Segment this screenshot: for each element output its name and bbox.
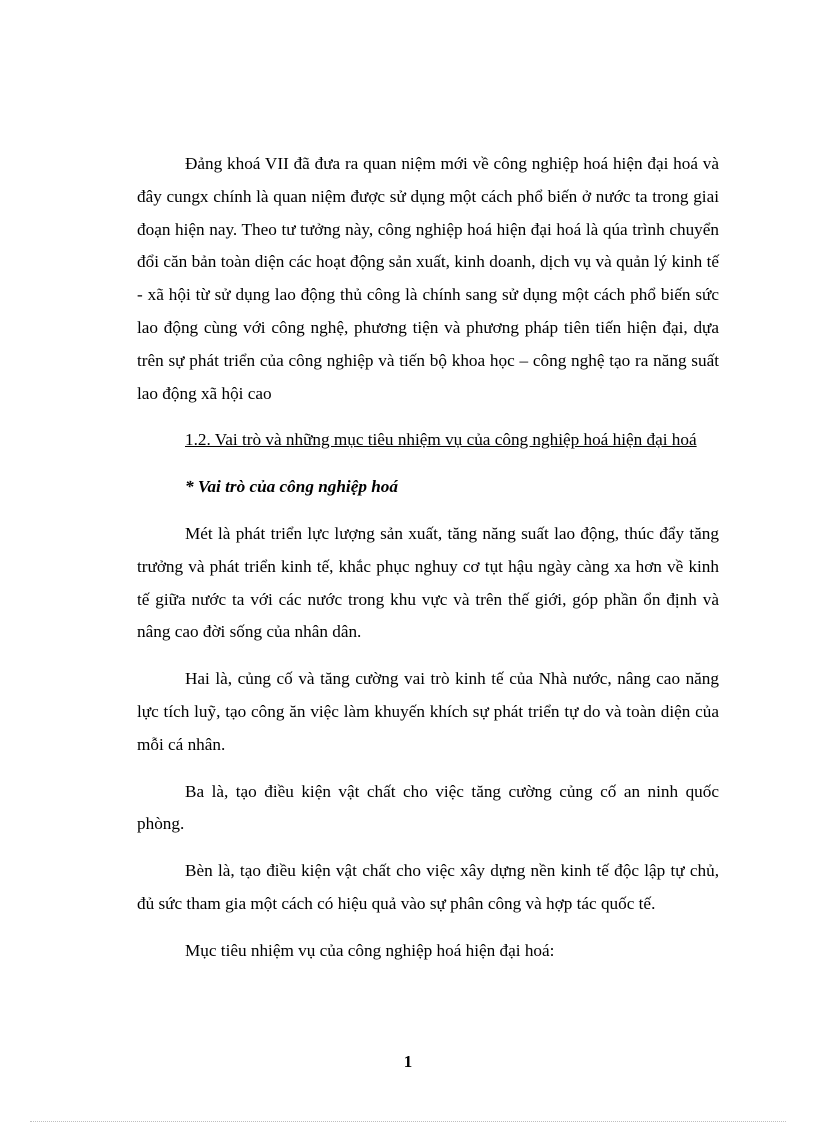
paragraph-role-2: Hai là, củng cố và tăng cường vai trò kinh tế của Nhà nước, nâng cao năng lực tích luỹ, tạo công ăn việc làm khuyến khích sự phát triển tự do và toàn diện của mỗi cá nhân. (137, 669, 719, 754)
section-heading: 1.2. Vai trò và những mục tiêu nhiệm vụ của công nghiệp hoá hiện đại hoá (185, 430, 697, 450)
document-body (137, 148, 719, 982)
paragraph-objectives-lead: Mục tiêu nhiệm vụ của công nghiệp hoá hiện đại hoá: (185, 940, 555, 960)
page-number: 1 (403, 1052, 413, 1071)
page-bottom-divider (30, 1121, 786, 1122)
paragraph-intro: Đảng khoá VII đã đưa ra quan niệm mới về công nghiệp hoá hiện đại hoá và đây cungx chính là quan niệm được sử dụng một cách phổ biến ở nước ta trong giai đoạn hiện nay. Theo tư tưởng này, công nghiệp hoá hiện đại hoá là qúa trình chuyển đổi căn bản toàn diện các hoạt động sản xuất, kinh doanh, dịch vụ và quản lý kinh tế - xã hội từ sử dụng lao động thủ công là chính sang sử dụng một cách phổ biến sức lao động cùng với công nghệ, phương tiện và phương pháp tiên tiến hiện đại, dựa trên sự phát triển của công nghiệp và tiến bộ khoa học – công nghệ tạo ra năng suất lao động xã hội cao (137, 154, 719, 403)
paragraph-role-1: Mét là phát triển lực lượng sản xuất, tăng năng suất lao động, thúc đẩy tăng trưởng và phát triển kinh tế, khắc phục nghuy cơ tụt hậu ngày càng xa hơn về kinh tế giữa nước ta với các nước trong khu vực và trên thế giới, góp phần ổn định và nâng cao đời sống của nhân dân. (137, 523, 719, 642)
paragraph-role-4: Bèn là, tạo điều kiện vật chất cho việc xây dựng nền kinh tế độc lập tự chủ, đủ sức tham gia một cách có hiệu quả vào sự phân công và hợp tác quốc tế. (137, 861, 719, 913)
paragraph-role-3: Ba là, tạo điều kiện vật chất cho việc tăng cường củng cố an ninh quốc phòng. (137, 781, 719, 834)
subheading-roles: * Vai trò của công nghiệp hoá (185, 477, 398, 497)
